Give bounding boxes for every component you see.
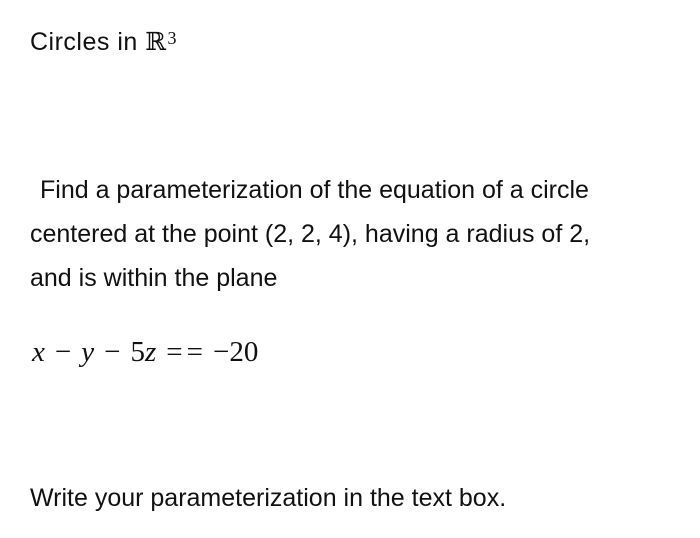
plane-equation [32,332,258,372]
equation-y: y [81,336,95,368]
dimension-superscript: 3 [167,28,178,48]
equation-minus-operator: − [54,336,72,368]
real-numbers-symbol: ℝ [145,27,167,56]
equation-coefficient: 5 [130,336,145,368]
problem-statement [30,168,690,300]
equation-rhs: −20 [212,336,259,368]
problem-line: and is within the plane [30,264,278,292]
instruction-text: Write your parameterization in the text box. [30,484,507,512]
equation-z: z [144,336,157,368]
equation-x: x [32,336,45,368]
problem-line: centered at the point (2, 2, 4), having a radius of 2, [30,220,591,248]
equation-equals-operator: = [166,336,183,368]
equation-minus-operator: − [104,336,121,368]
question-title [30,22,177,64]
problem-line: Find a parameterization of the equation of a circle [40,176,589,204]
equation-equals-operator: = [186,336,203,368]
title-text: Circles in [30,28,138,56]
